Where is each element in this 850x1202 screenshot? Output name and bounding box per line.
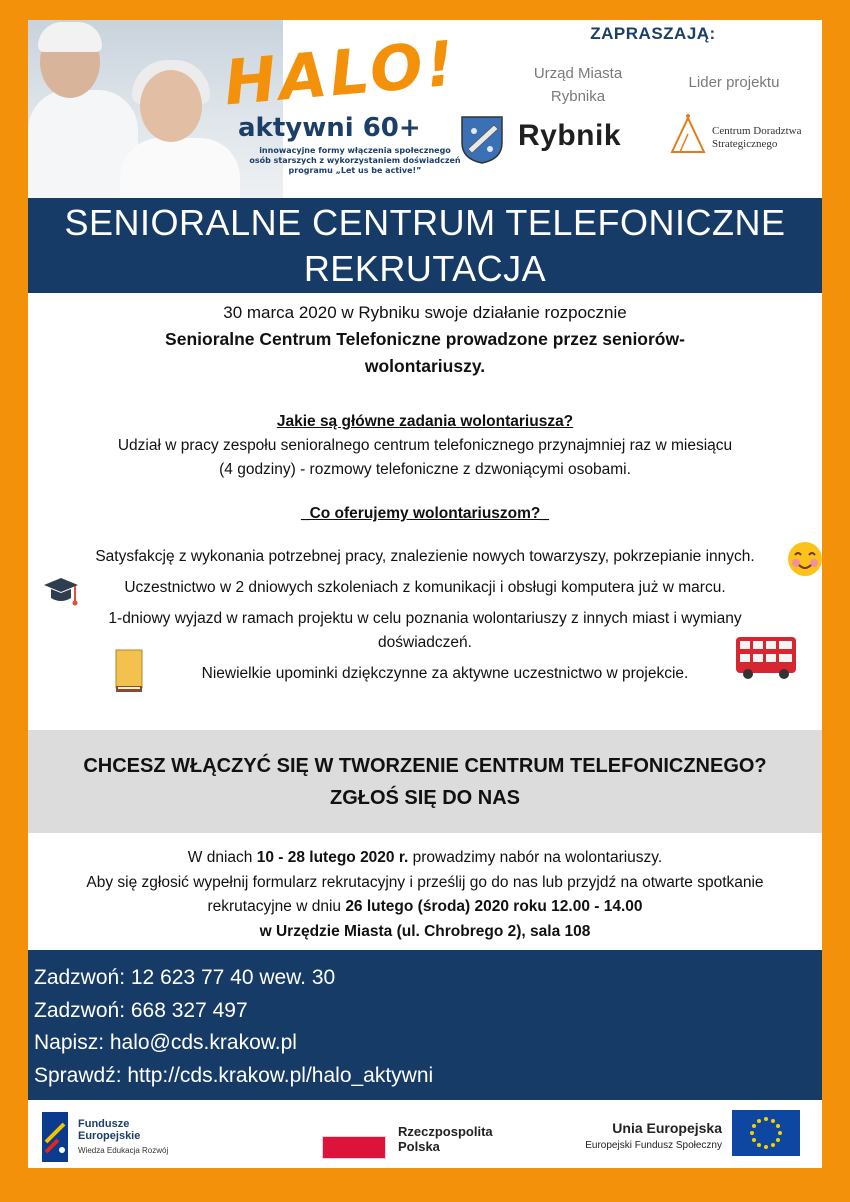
rzeczpospolita-polska-text: Rzeczpospolita Polska [398, 1124, 493, 1154]
email: Napisz: halo@cds.krakow.pl [34, 1031, 297, 1054]
phone-1: Zadzwoń: 12 623 77 40 wew. 30 [34, 966, 336, 989]
halo-logo-tagline: innowacyjne formy włączenia społecznego osób starszych z wykorzystaniem doświadczeń programu „Let us be active!” [249, 146, 461, 175]
poster [28, 20, 822, 1168]
intro-text: 30 marca 2020 w Rybniku swoje działanie rozpocznie Senioralne Centrum Telefoniczne prowadzone przez seniorów- wolontariuszy. [165, 303, 685, 376]
bus-icon [734, 635, 798, 680]
offer-list [28, 545, 822, 693]
list-item: Niewielkie upominki dziękczynne za aktywne uczestnictwo w projekcie. [201, 665, 689, 682]
graduation-cap-icon [42, 573, 80, 611]
organizer-leader: Lider projektu [688, 74, 780, 91]
cds-logo-icon [668, 112, 708, 162]
rybnik-crest-icon [460, 115, 504, 165]
volunteer-tasks: Jakie są główne zadania wolontariusza? Udział w pracy zespołu senioralnego centrum telefonicznego przynajmniej raz w miesiącu (4 godziny) - rozmowy telefoniczne z dzwoniącymi osobami. [28, 410, 822, 482]
smiling-face-icon [787, 541, 822, 577]
halo-logo-subtitle: aktywni 60+ [238, 113, 421, 143]
banner-subtitle: REKRUTACJA [303, 248, 547, 289]
book-icon [114, 648, 144, 694]
unia-europejska-text: Unia Europejska Europejski Fundusz Społeczny [585, 1120, 722, 1151]
phone-2: Zadzwoń: 668 327 497 [34, 998, 248, 1022]
tasks-heading: Jakie są główne zadania wolontariusza? [276, 413, 574, 430]
poland-flag-icon [322, 1136, 386, 1159]
banner-title: SENIORALNE CENTRUM TELEFONICZNE [64, 202, 786, 243]
footer-logos [28, 1102, 822, 1168]
list-item: 1-dniowy wyjazd w ramach projektu w celu poznania wolontariuszy z innych miast i wymiany [108, 610, 742, 627]
website: Sprawdź: http://cds.krakow.pl/halo_aktywni [34, 1063, 434, 1087]
invite-heading: ZAPRASZAJĄ: [590, 24, 716, 43]
contact-box [28, 950, 822, 1100]
organizer-city: Urząd Miasta Rybnika [533, 65, 623, 105]
fundusze-europejskie-icon [42, 1112, 68, 1162]
list-item: Uczestnictwo w 2 dniowych szkoleniach z komunikacji i obsługi komputera już w marcu. [124, 579, 726, 596]
offer-heading: _Co oferujemy wolontariuszom?_ [300, 505, 550, 522]
list-item: Satysfakcję z wykonania potrzebnej pracy, znalezienie nowych towarzyszy, pokrzepianie innych. [95, 548, 755, 565]
call-to-action: CHCESZ WŁĄCZYĆ SIĘ W TWORZENIE CENTRUM TELEFONICZNEGO? ZGŁOŚ SIĘ DO NAS [28, 730, 822, 833]
rybnik-logo: Rybnik [518, 119, 622, 152]
fundusze-europejskie-text: Fundusze Europejskie Wiedza Edukacja Rozwój [78, 1118, 169, 1155]
eu-flag-icon [732, 1110, 800, 1156]
title-banner [28, 198, 822, 293]
cds-logo-text: Centrum Doradztwa Strategicznego [712, 125, 802, 150]
list-item: doświadczeń. [378, 634, 472, 651]
halo-logo-title: HALO! [221, 26, 460, 120]
recruitment-info: W dniach 10 - 28 lutego 2020 r. prowadzimy nabór na wolontariuszy. Aby się zgłosić wypełnij formularz rekrutacyjny i prześlij go do nas lub przyjdź na otwarte spotkanie rekrutacyjne w dniu 26 lutego (środa) 2020 roku 12.00 - 14.00 w Urzędzie Miasta (ul. Chrobrego 2), sala 108 [86, 849, 764, 940]
